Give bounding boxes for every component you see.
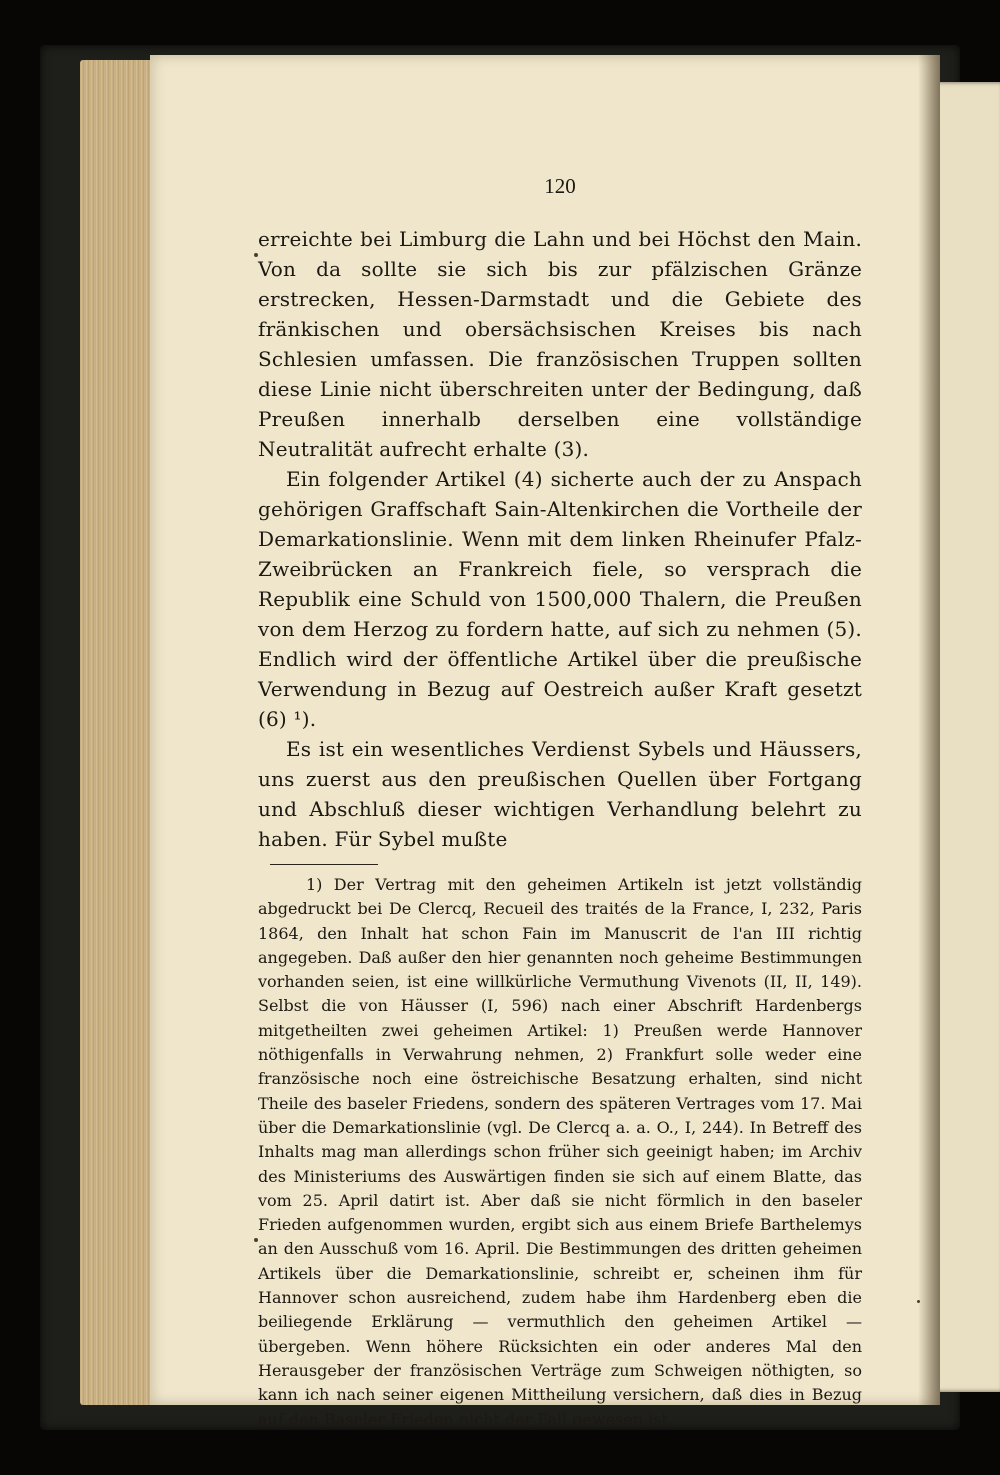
paragraph: Ein folgender Artikel (4) sicherte auch der zu Anspach gehörigen Graffschaft Sain-Altenkirchen die Vortheile der Demarkationslinie. Wenn mit dem linken Rheinufer Pfalz-Zweibrücken an Frankreich fiele, so versprach die Republik eine Schuld von 1500,000 Thalern, die Preußen von dem Herzog zu fordern hatte, auf sich zu nehmen (5). Endlich wird der öffentliche Artikel über die preußische Verwendung in Bezug auf Oestreich außer Kraft gesetzt (6) ¹). bbox=[258, 467, 862, 731]
page-number: 120 bbox=[544, 174, 576, 198]
footnote-text: 1) Der Vertrag mit den geheimen Artikeln ist jetzt vollständig abgedruckt bei De Clercq, Recueil des traités de la France, I, 232, Paris 1864, den Inhalt hat schon Fain im Manuscrit de l'an III richtig angegeben. Daß außer den hier genannten noch geheime Bestimmungen vorhanden seien, ist eine willkürliche Vermuthung Vivenots (II, II, 149). Selbst die von Häusser (I, 596) nach einer Abschrift Hardenbergs mitgetheilten zwei geheimen Artikel: 1) Preußen werde Hannover nöthigenfalls in Verwahrung nehmen, 2) Frankfurt solle weder eine französische noch eine östreichische Besatzung erhalten, sind nicht Theile des baseler Friedens, sondern des späteren Vertrages vom 17. Mai über die Demarkationslinie (vgl. De Clercq a. a. O., I, 244). In Betreff des Inhalts mag man allerdings schon früher sich geeinigt haben; im Archiv des Ministeriums des Auswärtigen finden sie sich auf einem Blatte, das vom 25. April datirt ist. Aber daß sie nicht förmlich in den baseler Frieden aufgenommen wurden, ergibt sich aus einem Briefe Barthelemys an den Ausschuß vom 16. April. Die Bestimmungen des dritten geheimen Artikels über die Demarkationslinie, schreibt er, scheinen ihm für Hannover schon ausreichend, zudem habe ihm Hardenberg eben die beiliegende Erklärung — vermuthlich den geheimen Artikel — übergeben. Wenn höhere Rücksichten ein oder anderes Mal den Herausgeber der französischen Verträge zum Schweigen nöthigten, so kann ich nach seiner eigenen Mittheilung versichern, daß dies in Bezug auf den Baseler Frieden nicht der Fall gewesen ist. bbox=[258, 875, 862, 1429]
paragraph: Es ist ein wesentliches Verdienst Sybels und Häussers, uns zuerst aus den preußischen Quellen über Fortgang und Abschluß dieser wichtigen Verhandlung belehrt zu haben. Für Sybel mußte bbox=[258, 737, 862, 851]
footnote bbox=[258, 873, 862, 1432]
facing-page bbox=[932, 82, 1000, 1392]
page-gutter-shadow bbox=[918, 55, 940, 1405]
paragraph: erreichte bei Limburg die Lahn und bei Höchst den Main. Von da sollte sie sich bis zur pfälzischen Gränze erstrecken, Hessen-Darmstadt und die Gebiete des fränkischen und obersächsischen Kreises bis nach Schlesien umfassen. Die französischen Truppen sollten diese Linie nicht überschreiten unter der Bedingung, daß Preußen innerhalb derselben eine vollständige Neutralität aufrecht erhalte (3). bbox=[258, 227, 862, 461]
page-speck bbox=[917, 1300, 920, 1303]
footnote-rule bbox=[270, 864, 378, 865]
page-content bbox=[258, 172, 862, 1432]
page-edges bbox=[80, 60, 158, 1405]
main-text bbox=[258, 224, 862, 854]
